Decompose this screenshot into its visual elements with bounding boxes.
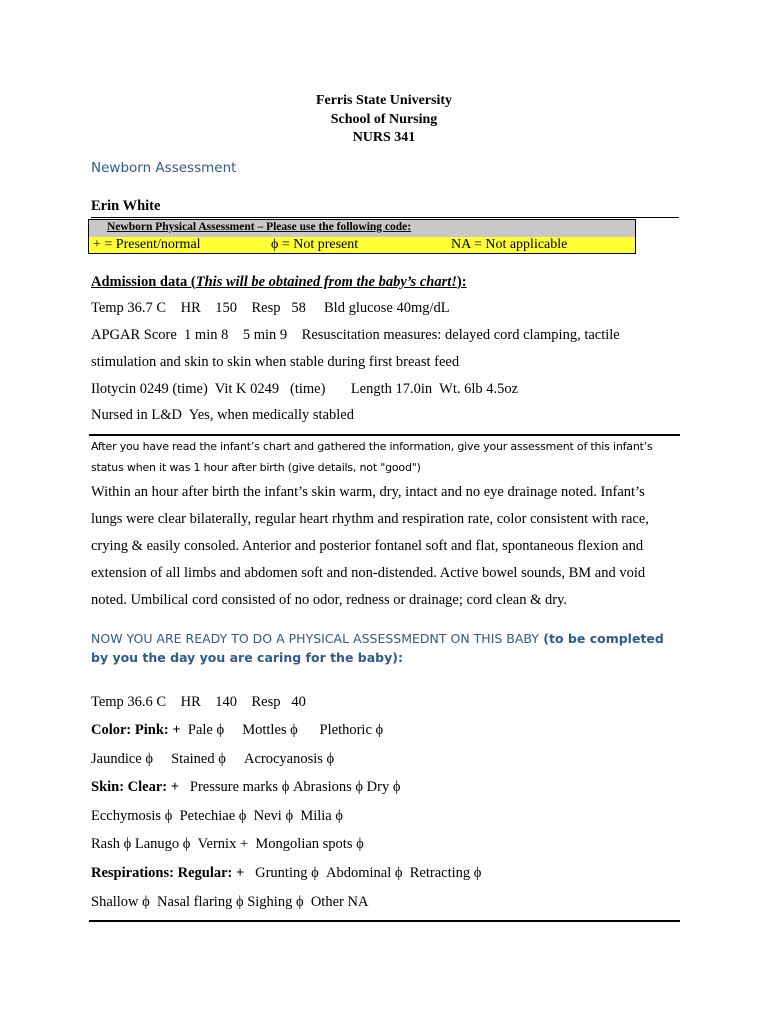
color-row bbox=[91, 722, 383, 739]
school-name: School of Nursing bbox=[330, 112, 438, 127]
physical-heading-caps: NOW YOU ARE READY TO DO A PHYSICAL ASSESSMEDNT ON THIS BABY bbox=[91, 631, 539, 646]
assessment-line-3: crying & easily consoled. Anterior and posterior fontanel soft and flat, spontaneous flexion and bbox=[91, 538, 644, 554]
code-legend-title: Newborn Physical Assessment – Please use the following code: bbox=[107, 221, 412, 233]
physical-heading-line-1 bbox=[91, 631, 664, 646]
physical-heading-line-2: by you the day you are caring for the baby): bbox=[91, 650, 403, 665]
admission-heading bbox=[91, 274, 467, 291]
skin-row-3: Rash ϕ Lanugo ϕ Vernix + Mongolian spots ϕ bbox=[91, 836, 364, 852]
assessment-line-4: extension of all limbs and abdomen soft and non-distended. Active bowel sounds, BM and void bbox=[91, 565, 646, 581]
skin-label: Skin: Clear: + bbox=[91, 779, 180, 795]
code-not-present: ϕ = Not present bbox=[271, 237, 359, 252]
code-present: + = Present/normal bbox=[93, 237, 201, 252]
admission-divider bbox=[89, 434, 680, 436]
student-name: Erin White bbox=[91, 198, 161, 214]
assessment-line-1: Within an hour after birth the infant’s skin warm, dry, intact and no eye drainage noted. Infant’s bbox=[91, 484, 645, 500]
admission-vitals: Temp 36.7 C HR 150 Resp 58 Bld glucose 40mg/dL bbox=[91, 300, 450, 316]
admission-nursed: Nursed in L&D Yes, when medically stabled bbox=[91, 407, 354, 423]
code-not-applicable: NA = Not applicable bbox=[451, 237, 568, 252]
name-underline bbox=[91, 217, 679, 218]
physical-vitals: Temp 36.6 C HR 140 Resp 40 bbox=[91, 694, 306, 710]
respirations-row bbox=[91, 865, 481, 882]
university-name: Ferris State University bbox=[315, 93, 453, 108]
skin-options: Pressure marks ϕ Abrasions ϕ Dry ϕ bbox=[179, 779, 401, 795]
bottom-divider bbox=[89, 920, 680, 922]
skin-row bbox=[91, 779, 400, 796]
document-title: Newborn Assessment bbox=[91, 160, 237, 176]
admission-heading-plain: Admission data ( bbox=[91, 274, 196, 290]
code-legend-box bbox=[88, 219, 636, 254]
respirations-options: Grunting ϕ Abdominal ϕ Retracting ϕ bbox=[244, 865, 482, 881]
color-row-2: Jaundice ϕ Stained ϕ Acrocyanosis ϕ bbox=[91, 751, 335, 767]
admission-heading-close: ): bbox=[456, 274, 467, 290]
skin-row-2: Ecchymosis ϕ Petechiae ϕ Nevi ϕ Milia ϕ bbox=[91, 808, 344, 824]
admission-heading-italic: This will be obtained from the baby’s chart! bbox=[195, 274, 457, 290]
color-options: Pale ϕ Mottles ϕ Plethoric ϕ bbox=[180, 722, 384, 738]
assessment-line-5: noted. Umbilical cord consisted of no odor, redness or drainage; cord clean & dry. bbox=[91, 592, 568, 608]
admission-apgar: APGAR Score 1 min 8 5 min 9 Resuscitation measures: delayed cord clamping, tactile bbox=[91, 327, 620, 343]
admission-resuscitation: stimulation and skin to skin when stable during first breast feed bbox=[91, 354, 460, 370]
color-label: Color: Pink: + bbox=[91, 722, 181, 738]
physical-heading-rest: (to be completed bbox=[538, 631, 664, 646]
admission-medications: Ilotycin 0249 (time) Vit K 0249 (time) Length 17.0in Wt. 6lb 4.5oz bbox=[91, 381, 519, 397]
course-number: NURS 341 bbox=[352, 130, 416, 145]
instructions-line-2: status when it was 1 hour after birth (give details, not "good") bbox=[91, 461, 421, 474]
respirations-row-2: Shallow ϕ Nasal flaring ϕ Sighing ϕ Other NA bbox=[91, 894, 369, 910]
instructions-line-1: After you have read the infant’s chart and gathered the information, give your assessment of this infant’s bbox=[91, 440, 653, 453]
code-legend-highlight bbox=[89, 237, 635, 253]
respirations-label: Respirations: Regular: + bbox=[91, 865, 245, 881]
assessment-line-2: lungs were clear bilaterally, regular heart rhythm and respiration rate, color consistent with race, bbox=[91, 511, 649, 527]
